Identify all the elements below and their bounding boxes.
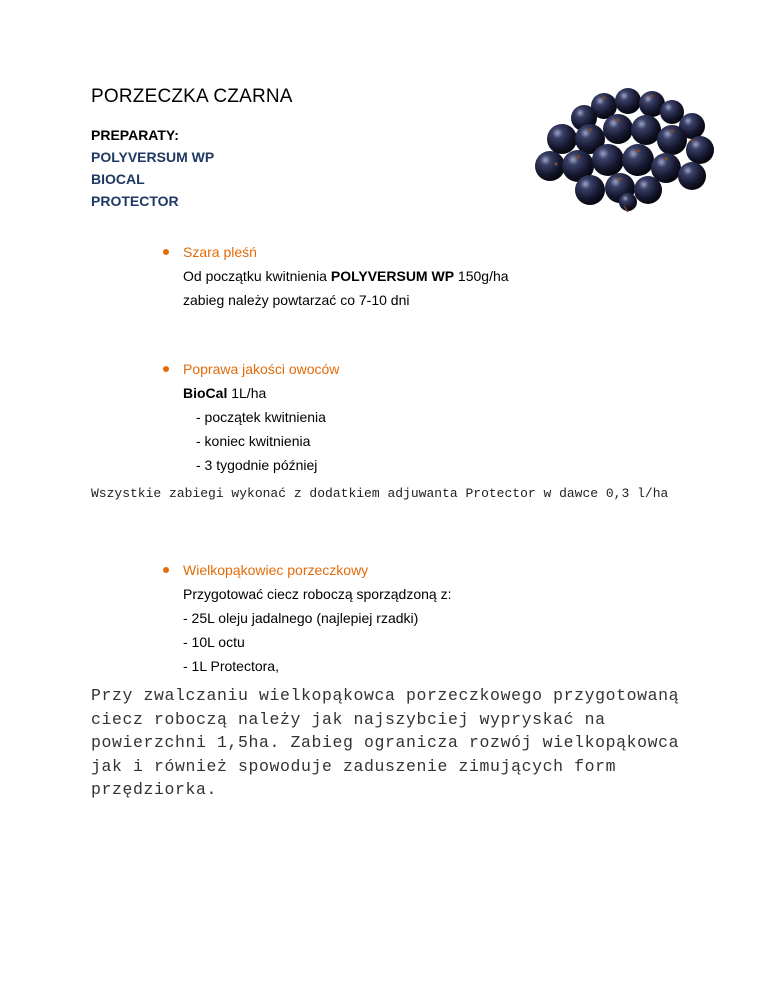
section-fruit-quality [160,357,339,477]
bullet-icon [163,249,169,255]
preparation-item-polyversum: POLYVERSUM WP [91,149,215,165]
adjuvant-note: Wszystkie zabiegi wykonać z dodatkiem adjuwanta Protector w dawce 0,3 l/ha [91,486,669,501]
blackcurrant-berries-image [532,84,722,214]
section-heading: Poprawa jakości owoców [183,361,340,377]
section-bud-mite [160,558,451,678]
ingredient-item: - 10L octu [183,634,245,650]
ingredient-item: - 1L Protectora, [183,658,279,674]
bud-mite-note: Przy zwalczaniu wielkopąkowca porzeczkowego przygotowaną ciecz roboczą należy jak najszybciej wypryskać na powierzchni 1,5ha. Zabieg ogranicza rozwój wielkopąkowca jak i również spowoduje zaduszenie zimujących form przędziorka. [91,686,690,799]
section-heading: Wielkopąkowiec porzeczkowy [183,562,369,578]
page-title: PORZECZKA CZARNA [91,86,293,107]
step-item: - 3 tygodnie później [196,457,318,473]
preparations-heading: PREPARATY: [91,127,179,143]
section-heading: Szara pleśń [183,244,257,260]
dose-line: BioCal 1L/ha [183,385,267,401]
product-name: POLYVERSUM WP [330,268,455,284]
treatment-interval: zabieg należy powtarzać co 7-10 dni [183,292,410,308]
preparation-item-biocal: BIOCAL [91,171,145,187]
section-grey-mould [160,240,509,312]
product-name: BioCal [183,385,228,401]
mixture-intro: Przygotować ciecz roboczą sporządzoną z: [183,586,452,602]
preparation-item-protector: PROTECTOR [91,193,179,209]
preparations-list [91,124,214,212]
step-item: - koniec kwitnienia [196,433,311,449]
bullet-icon [163,366,169,372]
ingredient-item: - 25L oleju jadalnego (najlepiej rzadki) [183,610,419,626]
treatment-line: Od początku kwitnienia POLYVERSUM WP 150g/ha [183,268,509,284]
bullet-icon [163,567,169,573]
step-item: - początek kwitnienia [196,409,326,425]
